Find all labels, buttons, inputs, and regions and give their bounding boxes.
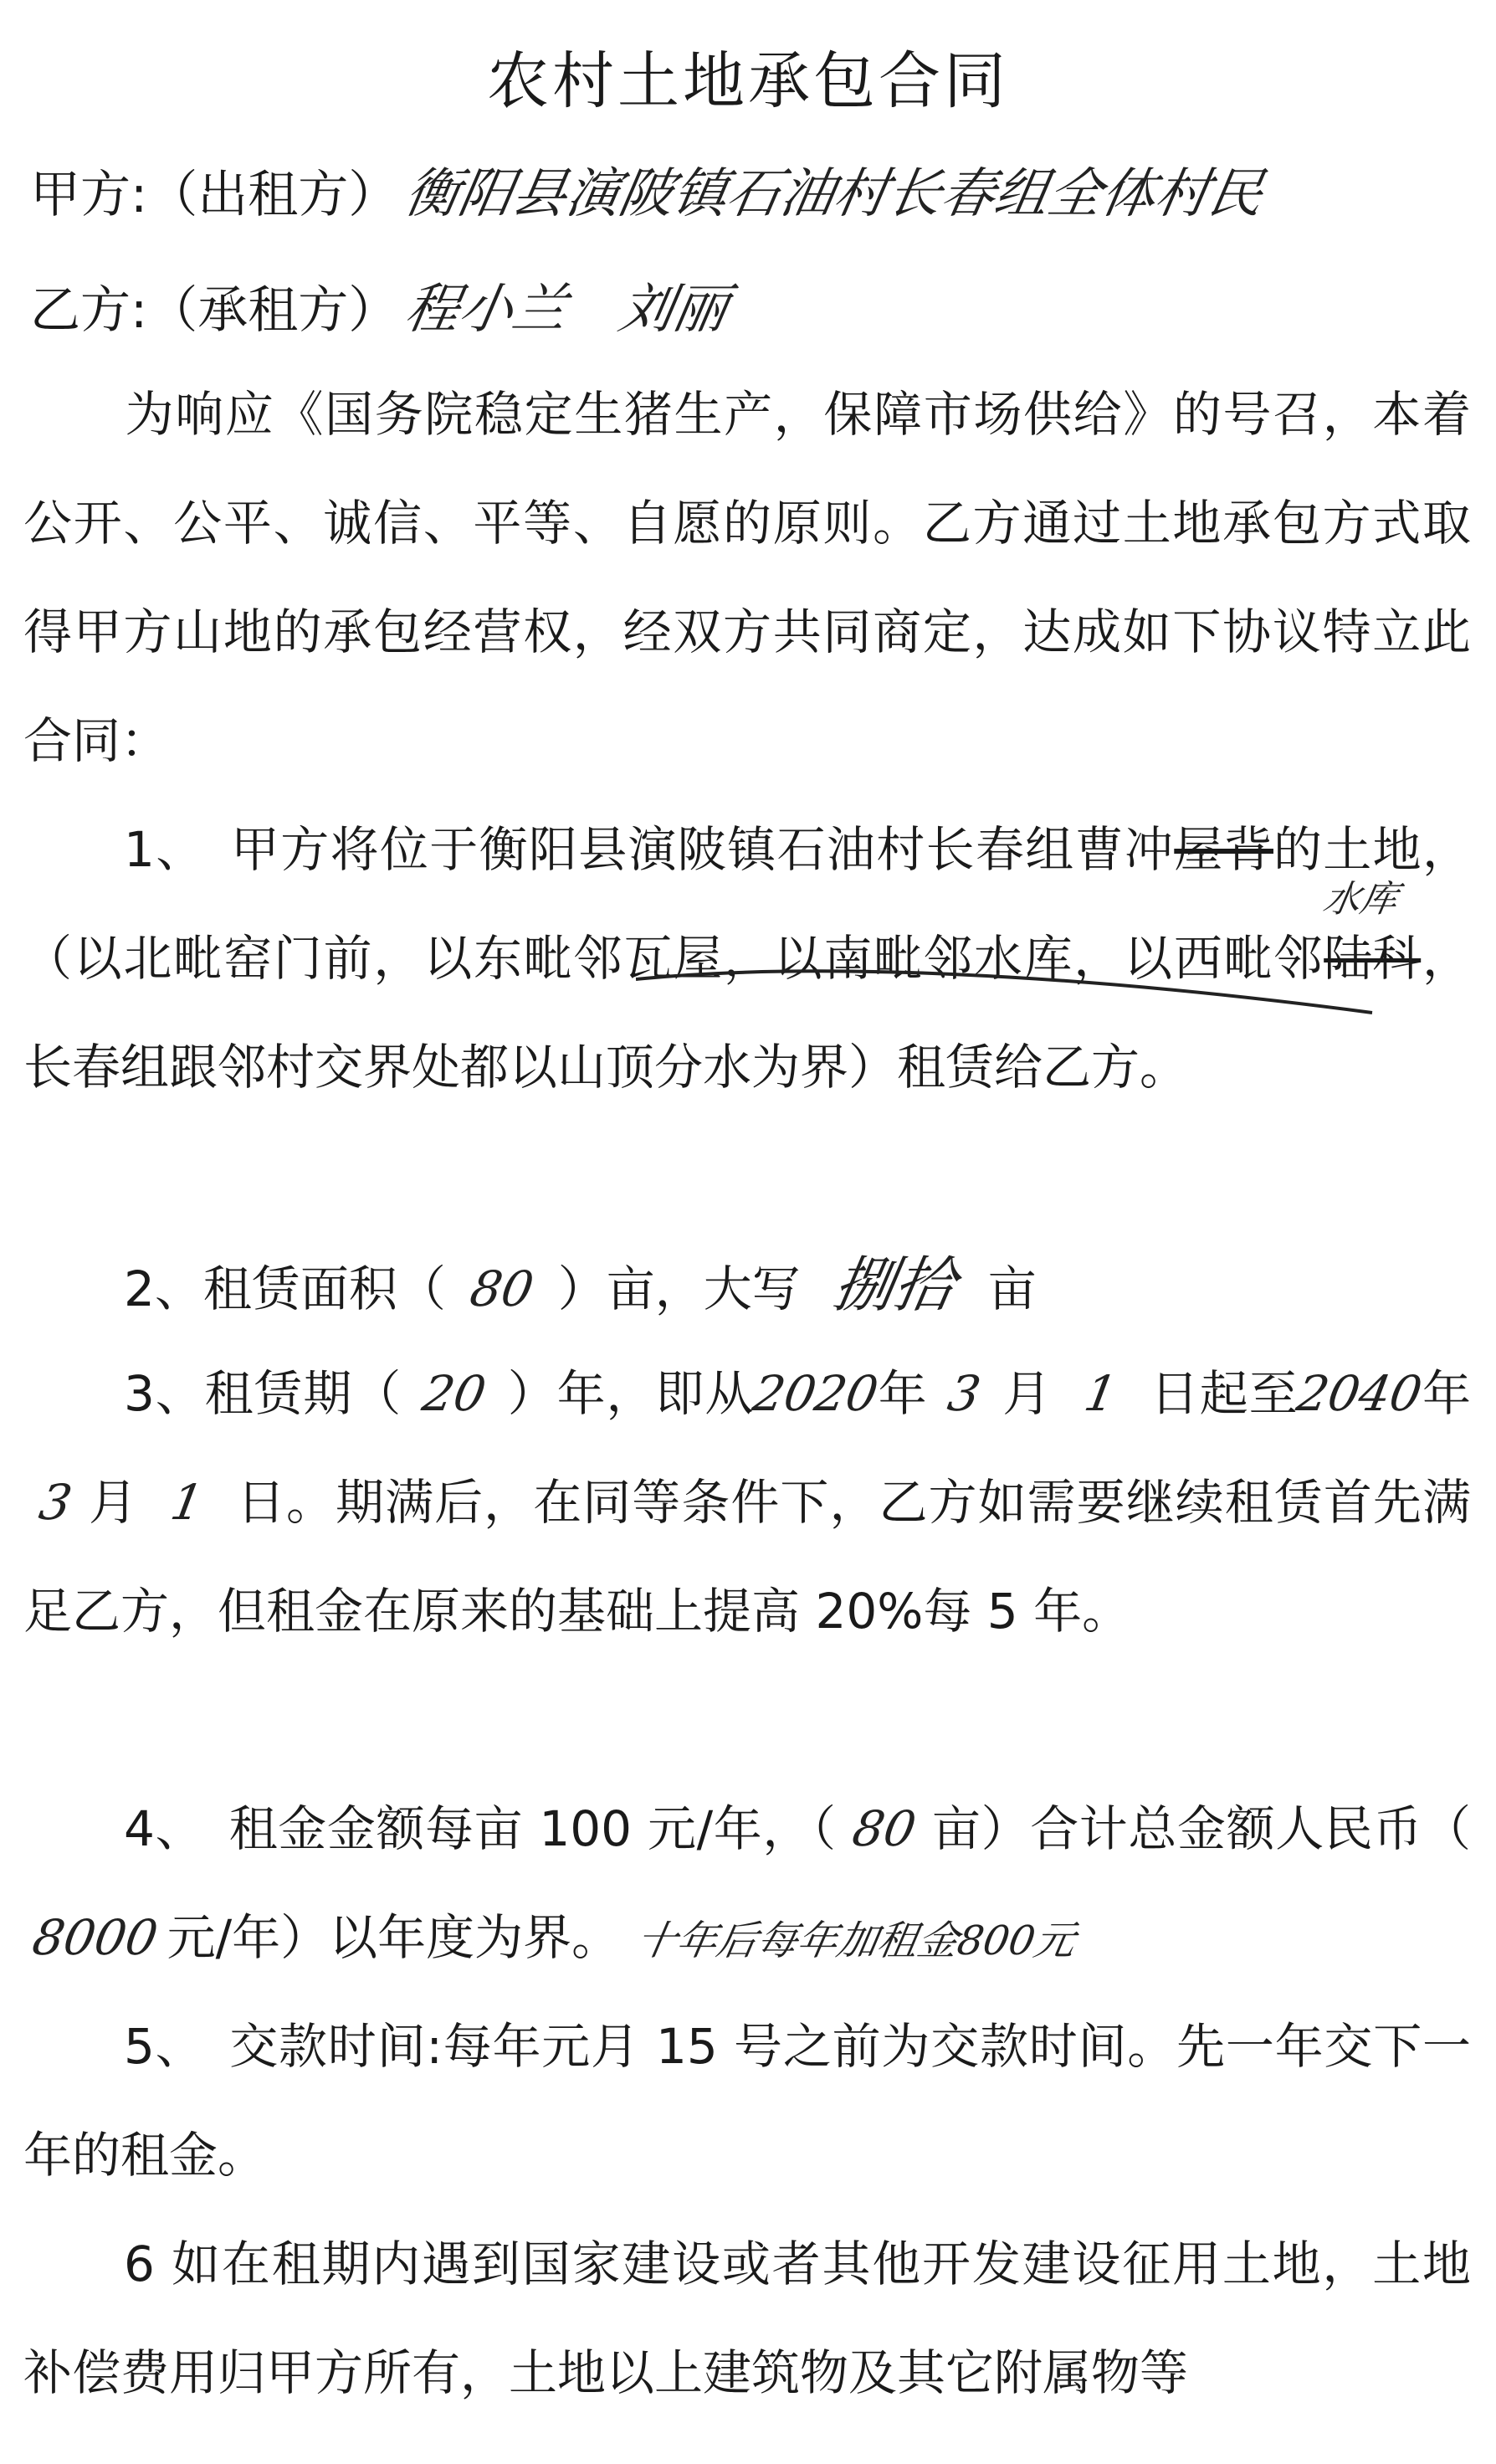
- clause-1-struck-word-2: 陆科: [1324, 930, 1422, 987]
- clause-3-m: 月: [1002, 1365, 1053, 1422]
- clause-1-text-a: 1、 甲方将位于衡阳县演陂镇石油村长春组曹冲: [124, 821, 1175, 878]
- clause-4-p2: 亩）合计总金额人民币（: [931, 1800, 1471, 1857]
- clause-3-end-month: 3: [35, 1474, 76, 1531]
- clause-3-years: 20: [418, 1365, 490, 1422]
- clause-4-prefix: 4、 租金金额每亩 100 元/年，（: [124, 1800, 837, 1857]
- clause-4-p3: 元/年）以年度为界。: [167, 1909, 621, 1966]
- clause-3-start-day: 1: [1080, 1365, 1122, 1422]
- clause-4: [23, 1774, 1471, 1995]
- party-b-label: 乙方:（承租方）: [30, 281, 399, 340]
- party-b-line: [30, 266, 1466, 343]
- clause-6-text: 6 如在租期内遇到国家建设或者其他开发建设征用土地，土地补偿费用归甲方所有，土地以上建筑物及其它附属物等: [23, 2236, 1471, 2401]
- clause-2-area: 80: [465, 1260, 538, 1317]
- clause-4-total: 8000: [28, 1909, 162, 1966]
- clause-5: [23, 1992, 1471, 2210]
- clause-3-end-year: 2040: [1293, 1365, 1427, 1422]
- clause-1-text-b: 的土地，（以北毗窑门前，以东毗邻瓦屋，以南毗邻水库，以西毗邻: [23, 821, 1471, 987]
- party-a-line: [30, 151, 1466, 228]
- intro-text: 为响应《国务院稳定生猪生产，保障市场供给》的号召，本着公开、公平、诚信、平等、自愿的原则。乙方通过土地承包方式取得甲方山地的承包经营权，经双方共同商定，达成如下协议特立此合同：: [23, 386, 1471, 769]
- clause-2-area-upper: 捌拾: [827, 1250, 961, 1320]
- clause-3: [23, 1339, 1471, 1666]
- clause-3-y: 年: [877, 1365, 928, 1422]
- clause-1-inserted-word: 水库: [1319, 878, 1401, 921]
- clause-4-handwritten-note: 十年后每年加租金800元: [633, 1917, 1079, 1964]
- clause-3-prefix: 3、租赁期（: [124, 1365, 402, 1422]
- clause-1-text-c: ，长春组跟邻村交界处都以山顶分水为界）租赁给乙方。: [23, 930, 1471, 1096]
- clause-3-y2: 年: [1422, 1365, 1471, 1422]
- clause-3-m2: 月: [87, 1474, 138, 1531]
- party-a-name: 衡阳县演陂镇石油村长春组全体村民: [400, 163, 1268, 225]
- clause-3-d: 日起至: [1150, 1365, 1299, 1422]
- clause-3-end-day: 1: [167, 1474, 207, 1531]
- strike-through-mark: [636, 946, 1389, 1021]
- clause-2-suffix: 亩: [987, 1260, 1037, 1317]
- clause-3-start-year: 2020: [749, 1365, 883, 1422]
- clause-3-rest: 日。期满后，在同等条件下，乙方如需要继续租赁首先满足乙方，但租金在原来的基础上提高 20%每 5 年。: [23, 1474, 1471, 1640]
- clause-2: [23, 1230, 1471, 1343]
- clause-1-struck-word: 屋背: [1174, 821, 1273, 878]
- clause-3-p2: ）年，即从: [506, 1365, 755, 1422]
- party-b-name: 程小兰 刘丽: [400, 279, 733, 341]
- clause-4-area: 80: [848, 1800, 920, 1857]
- clause-5-text: 5、 交款时间:每年元月 15 号之前为交款时间。先一年交下一年的租金。: [23, 2018, 1471, 2184]
- clause-2-prefix: 2、租赁面积（: [124, 1260, 446, 1317]
- clause-6: [23, 2210, 1471, 2427]
- party-a-label: 甲方:（出租方）: [30, 166, 399, 224]
- clause-2-mid: ）亩，大写: [557, 1260, 801, 1317]
- clause-3-start-month: 3: [944, 1365, 986, 1422]
- page-title: 农村土地承包合同: [487, 45, 1009, 117]
- intro-paragraph: [23, 360, 1471, 795]
